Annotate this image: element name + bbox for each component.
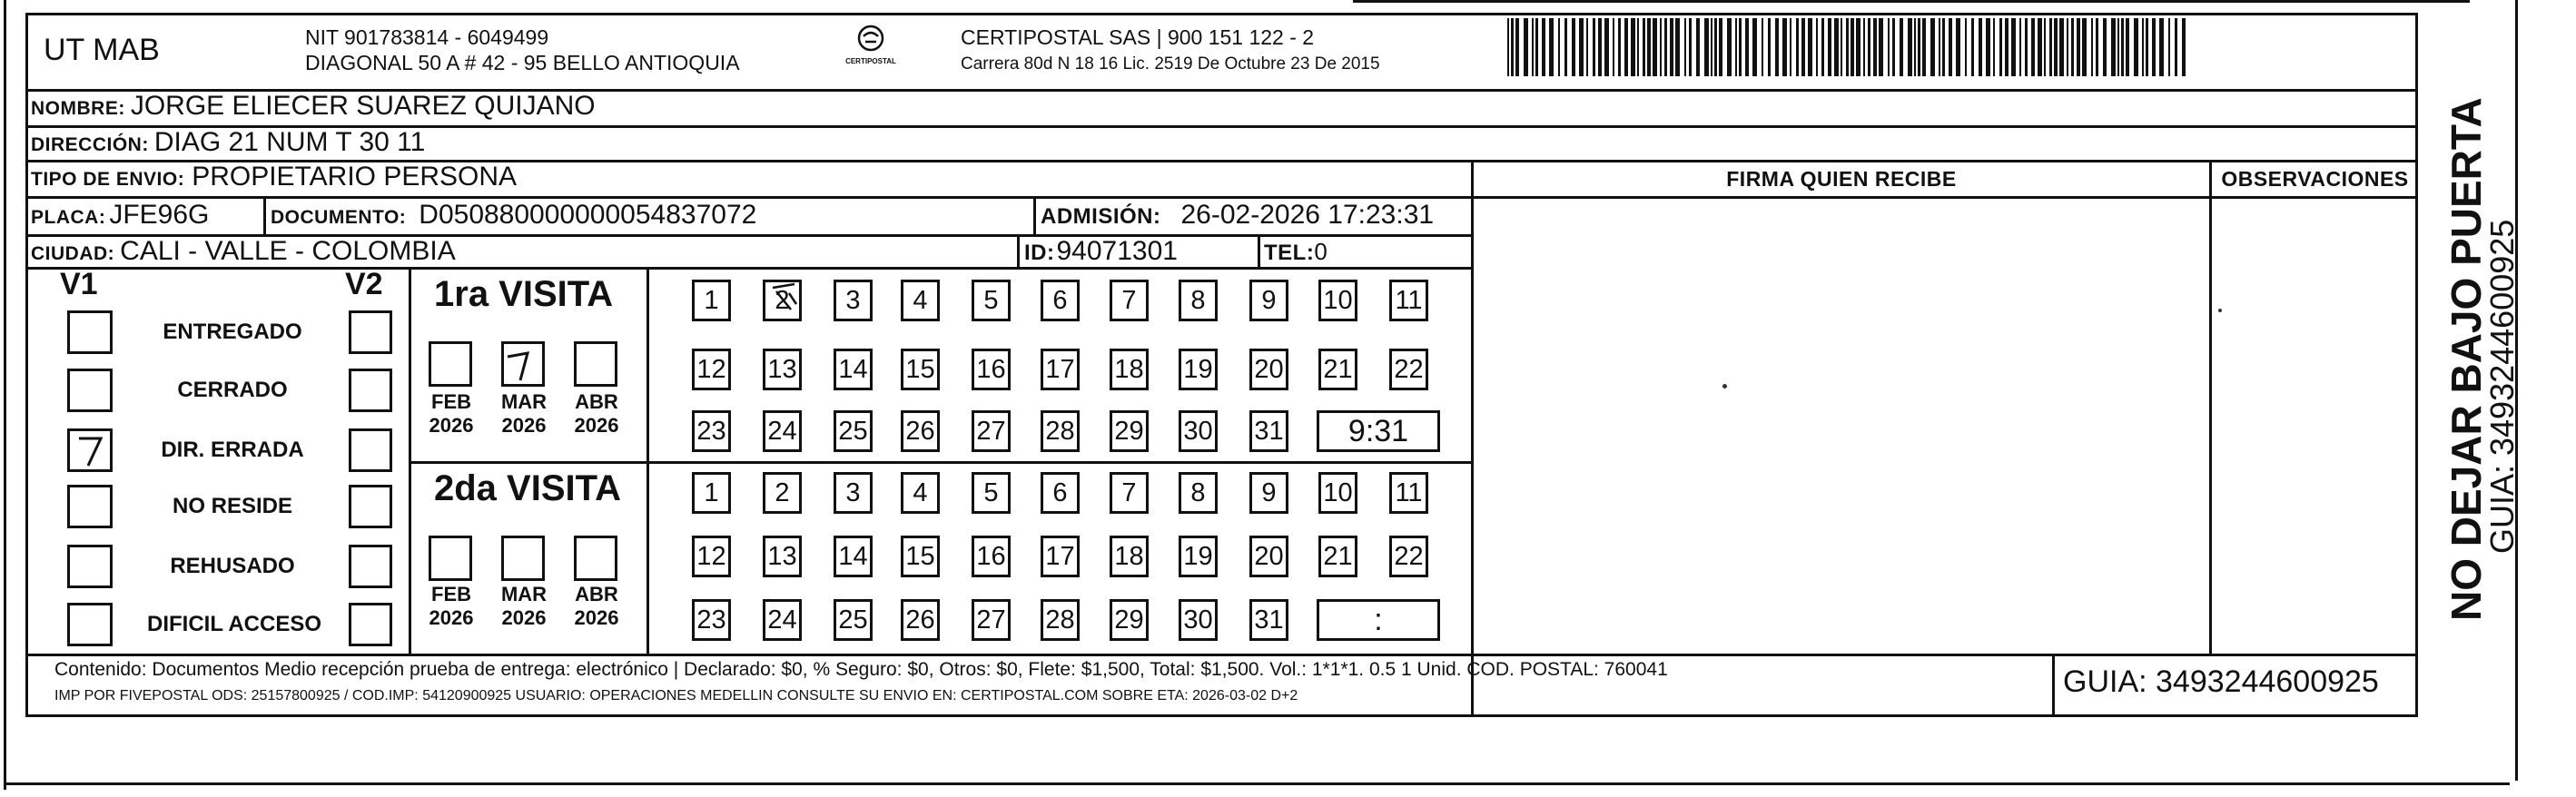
recipient-address: DIAG 21 NUM T 30 11	[153, 127, 426, 157]
day-box[interactable]: 31	[1249, 410, 1288, 452]
day-box[interactable]: 2	[763, 472, 802, 514]
day-box[interactable]: 23	[692, 599, 731, 641]
month-label: FEB 2026	[429, 583, 474, 629]
day-box[interactable]: 6	[1041, 280, 1080, 321]
top-edge	[1353, 0, 2470, 3]
company-address: Carrera 80d N 18 16 Lic. 2519 De Octubre 23 De 2015	[961, 54, 1380, 74]
side-guia: GUIA: 3493244600925	[2483, 219, 2521, 554]
status-label: DIFICIL ACCESO	[146, 612, 321, 636]
day-box[interactable]: 24	[763, 599, 802, 641]
month-checkbox[interactable]	[429, 341, 472, 387]
day-box[interactable]: 21	[1318, 536, 1357, 577]
day-box[interactable]: 29	[1110, 599, 1149, 641]
day-box[interactable]: 12	[692, 536, 731, 577]
side-warning: NO DEJAR BAJO PUERTA	[2443, 97, 2490, 621]
day-box[interactable]: 9	[1249, 472, 1288, 514]
v2-checkbox[interactable]	[349, 603, 392, 646]
month-label: MAR 2026	[500, 390, 548, 437]
month-label: MAR 2026	[500, 583, 548, 629]
month-checkbox[interactable]	[501, 341, 545, 387]
admision-row: ADMISIÓN: 26-02-2026 17:23:31	[1041, 200, 1435, 230]
day-box[interactable]: 7	[1110, 280, 1149, 321]
day-box[interactable]: 13	[763, 536, 802, 577]
sender-address: DIAGONAL 50 A # 42 - 95 BELLO ANTIOQUIA	[305, 51, 740, 74]
first-visit-time[interactable]: 9:31	[1317, 410, 1440, 452]
v2-checkbox[interactable]	[349, 545, 392, 588]
day-box[interactable]: 9	[1249, 280, 1288, 321]
tel-value: 0	[1314, 238, 1327, 265]
month-checkbox[interactable]	[501, 536, 545, 581]
day-box[interactable]: 21	[1318, 349, 1357, 390]
footer-impresion: IMP POR FIVEPOSTAL ODS: 25157800925 / COD.IMP: 54120900925 USUARIO: OPERACIONES MEDELLIN CONSULTE SU ENVIO EN: CERTIPOSTAL.COM SOBRE ETA: 2026-03-02 D+2	[54, 688, 1298, 704]
v1-checkbox[interactable]	[67, 485, 113, 528]
footer-contenido: Contenido: Documentos Medio recepción prueba de entrega: electrónico | Declarado: $0, % Seguro: $0, Otros: $0, Flete: $1,500, Total: $1,500. Vol.: 1*1*1. 0.5 1 Unid. COD. POSTAL: 760041	[54, 659, 1668, 680]
day-box[interactable]: 17	[1041, 536, 1080, 577]
admision-value: 26-02-2026 17:23:31	[1180, 200, 1435, 230]
day-box[interactable]: 6	[1041, 472, 1080, 514]
status-label: DIR. ERRADA	[161, 438, 304, 462]
barcode	[1507, 18, 2188, 76]
day-box[interactable]: 22	[1389, 349, 1428, 390]
day-box[interactable]: 10	[1318, 280, 1357, 321]
day-box[interactable]: 17	[1041, 349, 1080, 390]
certipostal-logo: CERTIPOSTAL	[843, 24, 899, 73]
v2-checkbox[interactable]	[349, 310, 392, 354]
v1-checkbox[interactable]	[67, 603, 113, 646]
day-box[interactable]: 13	[763, 349, 802, 390]
ciudad-row: CIUDAD: CALI - VALLE - COLOMBIA	[31, 236, 456, 266]
day-box[interactable]: 15	[901, 536, 940, 577]
day-box[interactable]: 10	[1318, 472, 1357, 514]
id-row: ID:94071301	[1024, 236, 1178, 266]
day-box[interactable]: 20	[1249, 536, 1288, 577]
day-box[interactable]: 16	[972, 349, 1011, 390]
day-box[interactable]: 11	[1389, 280, 1428, 321]
second-visit-time[interactable]: :	[1317, 599, 1440, 641]
day-box[interactable]: 1	[692, 280, 731, 321]
ciudad-value: CALI - VALLE - COLOMBIA	[120, 236, 456, 266]
v2-checkbox[interactable]	[349, 485, 392, 528]
day-box[interactable]: 11	[1389, 472, 1428, 514]
day-box[interactable]: 3	[834, 472, 873, 514]
v1-checkbox[interactable]	[67, 369, 113, 412]
month-checkbox[interactable]	[429, 536, 472, 581]
sender-nit: NIT 901783814 - 6049499	[305, 25, 549, 49]
recipient-name: JORGE ELIECER SUAREZ QUIJANO	[130, 91, 596, 121]
month-checkbox[interactable]	[574, 341, 617, 387]
day-box[interactable]: 24	[763, 410, 802, 452]
firma-header: FIRMA QUIEN RECIBE	[1726, 167, 1957, 191]
day-box[interactable]: 29	[1110, 410, 1149, 452]
day-box[interactable]: 27	[972, 410, 1011, 452]
status-label: NO RESIDE	[172, 494, 293, 518]
documento-value: D050880000000054837072	[419, 200, 757, 230]
footer-guia: GUIA: 3493244600925	[2063, 664, 2379, 699]
company-name: CERTIPOSTAL SAS | 900 151 122 - 2	[961, 25, 1315, 49]
day-box[interactable]: 27	[972, 599, 1011, 641]
left-edge	[4, 0, 6, 790]
day-box[interactable]: 4	[901, 472, 940, 514]
day-box[interactable]: 3	[834, 280, 873, 321]
day-box[interactable]: 15	[901, 349, 940, 390]
status-label: ENTREGADO	[163, 320, 302, 344]
placa-value: JFE96G	[109, 200, 210, 230]
scribble-dot	[1722, 384, 1727, 389]
day-box[interactable]: 30	[1179, 410, 1218, 452]
day-box[interactable]: 25	[834, 410, 873, 452]
nombre-row: NOMBRE: JORGE ELIECER SUAREZ QUIJANO	[31, 91, 596, 121]
month-label: FEB 2026	[429, 390, 474, 437]
direccion-row: DIRECCIÓN: DIAG 21 NUM T 30 11	[31, 127, 426, 157]
scribble-dot	[2218, 309, 2222, 312]
day-box[interactable]: 28	[1041, 599, 1080, 641]
month-label: ABR 2026	[574, 390, 619, 437]
day-box[interactable]: 5	[972, 472, 1011, 514]
day-box[interactable]: 20	[1249, 349, 1288, 390]
day-box[interactable]: 4	[901, 280, 940, 321]
id-value: 94071301	[1056, 236, 1178, 266]
v1-header: V1	[60, 267, 98, 301]
day-box[interactable]: 26	[901, 599, 940, 641]
day-box[interactable]: 5	[972, 280, 1011, 321]
day-box[interactable]: 31	[1249, 599, 1288, 641]
month-checkbox[interactable]	[574, 536, 617, 581]
first-visit-title: 1ra VISITA	[434, 274, 614, 314]
day-box[interactable]: 22	[1389, 536, 1428, 577]
status-label: REHUSADO	[170, 554, 295, 578]
day-box[interactable]: 7	[1110, 472, 1149, 514]
day-box[interactable]: 25	[834, 599, 873, 641]
shipping-type: PROPIETARIO PERSONA	[192, 162, 518, 192]
day-box[interactable]: 14	[834, 536, 873, 577]
day-box[interactable]: 23	[692, 410, 731, 452]
day-box[interactable]: 18	[1110, 536, 1149, 577]
day-box[interactable]: 28	[1041, 410, 1080, 452]
day-box[interactable]: 1	[692, 472, 731, 514]
day-box[interactable]: 18	[1110, 349, 1149, 390]
v1-checkbox[interactable]	[67, 428, 113, 472]
status-label: CERRADO	[177, 378, 288, 402]
month-label: ABR 2026	[574, 583, 619, 629]
v1-checkbox[interactable]	[67, 310, 113, 354]
day-box[interactable]: 2	[763, 280, 802, 321]
tel-row: TEL:0	[1264, 238, 1327, 265]
day-box[interactable]: 26	[901, 410, 940, 452]
day-box[interactable]: 30	[1179, 599, 1218, 641]
sender-name: UT MAB	[44, 33, 160, 67]
documento-row: DOCUMENTO: D050880000000054837072	[271, 200, 757, 230]
day-box[interactable]: 14	[834, 349, 873, 390]
v2-checkbox[interactable]	[349, 428, 392, 472]
tipo-row: TIPO DE ENVIO: PROPIETARIO PERSONA	[31, 162, 518, 192]
day-box[interactable]: 8	[1179, 472, 1218, 514]
placa-row: PLACA: JFE96G	[31, 200, 210, 230]
observaciones-header: OBSERVACIONES	[2221, 167, 2409, 191]
day-box[interactable]: 16	[972, 536, 1011, 577]
day-box[interactable]: 19	[1179, 349, 1218, 390]
day-box[interactable]: 19	[1179, 536, 1218, 577]
second-visit-title: 2da VISITA	[434, 468, 621, 508]
bottom-edge	[4, 782, 2510, 785]
v2-header: V2	[345, 267, 383, 301]
day-box[interactable]: 12	[692, 349, 731, 390]
v1-checkbox[interactable]	[67, 545, 113, 588]
day-box[interactable]: 8	[1179, 280, 1218, 321]
v2-checkbox[interactable]	[349, 369, 392, 412]
